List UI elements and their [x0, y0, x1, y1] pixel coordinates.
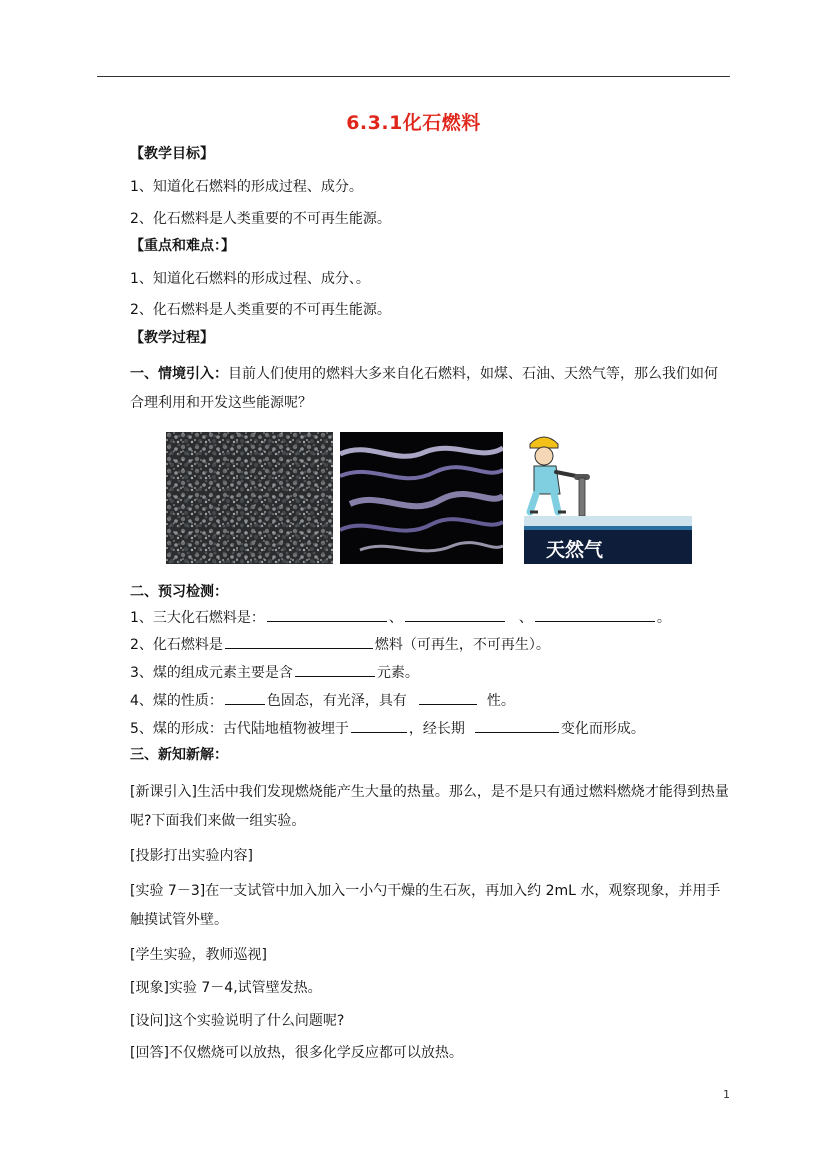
intro-text: 目前人们使用的燃料大多来自化石燃料，如煤、石油、天然气等，那么我们如何合理利用和开发这些能源呢？ — [130, 366, 718, 411]
answer-blank — [225, 690, 265, 705]
answer-blank — [535, 607, 655, 622]
intro-paragraph — [130, 360, 730, 418]
paragraph-projection: [投影打出实验内容] — [130, 848, 253, 864]
preview-q4: 4、煤的性质： 色固态，有光泽，具有 性。 — [130, 690, 515, 711]
answer-blank — [419, 690, 477, 705]
intro-label: 一、情境引入： — [130, 366, 228, 382]
page-number: 1 — [723, 1088, 730, 1101]
oil-photo — [340, 432, 503, 564]
answer-blank — [295, 662, 375, 677]
answer-blank — [267, 607, 387, 622]
paragraph-answer: [回答]不仅燃烧可以放热，很多化学反应都可以放热。 — [130, 1045, 463, 1061]
paragraph-experiment: [实验 7－3]在一支试管中加入加入一小勺干燥的生石灰，再加入约 2mL 水，观察现象，并用手触摸试管外壁。 — [130, 883, 721, 928]
header-rule — [97, 76, 730, 77]
preview-q3: 3、煤的组成元素主要是含 元素。 — [130, 662, 419, 683]
paragraph-question: [设问]这个实验说明了什么问题呢? — [130, 1013, 345, 1029]
goals-item-1: 1、知道化石燃料的形成过程、成分。 — [130, 179, 363, 195]
new-knowledge-heading: 三、新知新解： — [130, 747, 228, 763]
preview-q1: 1、三大化石燃料是： 、 、 。 — [130, 607, 671, 628]
answer-blank — [351, 718, 407, 733]
goals-heading: 【教学目标】 — [130, 146, 214, 162]
document-title: 6.3.1化石燃料 — [346, 112, 481, 134]
process-heading: 【教学过程】 — [130, 330, 214, 346]
answer-blank — [475, 718, 559, 733]
coal-photo — [166, 432, 333, 564]
focus-item-1: 1、知道化石燃料的形成过程、成分、。 — [130, 271, 370, 287]
focus-item-2: 2、化石燃料是人类重要的不可再生能源。 — [130, 302, 391, 318]
focus-heading: 【重点和难点：】 — [130, 238, 235, 254]
paragraph-student-experiment: [学生实验，教师巡视] — [130, 947, 267, 963]
preview-q2: 2、化石燃料是 燃料（可再生，不可再生）。 — [130, 634, 550, 655]
gas-illustration — [524, 432, 692, 564]
paragraph-phenomenon: [现象]实验 7－4,试管壁发热。 — [130, 980, 322, 996]
goals-item-2: 2、化石燃料是人类重要的不可再生能源。 — [130, 211, 391, 227]
gas-caption: 天然气 — [546, 539, 604, 561]
answer-blank — [225, 634, 373, 649]
paragraph-intro: [新课引入]生活中我们发现燃烧能产生大量的热量。那么，是不是只有通过燃料燃烧才能得到热量呢?下面我们来做一组实验。 — [130, 784, 729, 829]
preview-heading: 二、预习检测： — [130, 584, 228, 600]
preview-q5: 5、煤的形成：古代陆地植物被埋于 ，经长期 变化而形成。 — [130, 718, 645, 739]
answer-blank — [405, 607, 505, 622]
